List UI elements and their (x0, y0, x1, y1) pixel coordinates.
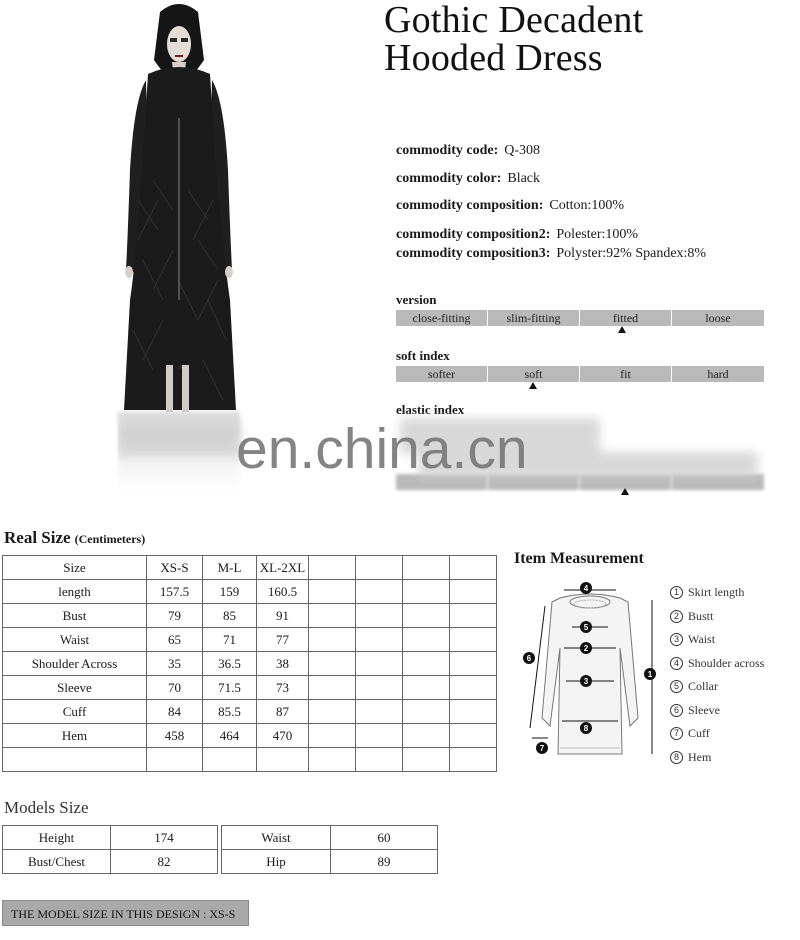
legend-label: Shoulder across (688, 655, 765, 670)
size-cell (403, 556, 450, 580)
size-cell (356, 676, 403, 700)
size-cell (257, 748, 309, 772)
size-cell (309, 628, 356, 652)
size-cell: 470 (257, 724, 309, 748)
size-cell (309, 580, 356, 604)
size-cell: 85 (203, 604, 257, 628)
diagram-marker-number: 6 (526, 654, 532, 663)
size-row (3, 676, 497, 700)
version-option: close-fitting (396, 310, 487, 326)
soft-option: fit (580, 366, 671, 382)
diagram-marker (580, 675, 592, 687)
attr-key: commodity composition2: (396, 227, 551, 242)
attr-key: commodity code: (396, 143, 499, 158)
size-row-label: Hem (3, 724, 147, 748)
size-cell: 84 (147, 700, 203, 724)
size-cell (403, 628, 450, 652)
real-size-unit: (Centimeters) (74, 532, 146, 546)
size-cell (147, 748, 203, 772)
models-cell: 89 (331, 850, 438, 874)
version-option: loose (672, 310, 764, 326)
attr-key: commodity composition: (396, 198, 544, 213)
attr-value: Q-308 (504, 143, 541, 158)
diagram-marker-number: 3 (583, 677, 589, 686)
size-cell (356, 748, 403, 772)
legend-item (670, 585, 744, 600)
elastic-selected-marker (621, 488, 629, 495)
item-measurement-title: Item Measurement (514, 550, 644, 567)
version-selected-marker (618, 326, 626, 333)
soft-index-bar (396, 366, 764, 382)
size-row (3, 604, 497, 628)
legend-number: 2 (670, 610, 683, 623)
legend-item (670, 726, 710, 741)
size-cell (356, 652, 403, 676)
size-cell: XS-S (147, 556, 203, 580)
legend-number: 7 (670, 727, 683, 740)
size-row-label: Bust (3, 604, 147, 628)
size-cell (356, 700, 403, 724)
diagram-marker (580, 621, 592, 633)
size-cell: 87 (257, 700, 309, 724)
size-cell: 70 (147, 676, 203, 700)
size-cell: 35 (147, 652, 203, 676)
model-size-badge: THE MODEL SIZE IN THIS DESIGN : XS-S (2, 900, 249, 926)
models-cell: 82 (111, 850, 218, 874)
legend-label: Sleeve (688, 702, 720, 717)
attr-key: commodity color: (396, 171, 502, 186)
diagram-marker (523, 652, 535, 664)
models-size-title: Models Size (4, 798, 89, 817)
size-cell (450, 556, 497, 580)
attr-commodity-composition2 (396, 227, 638, 243)
size-cell (403, 604, 450, 628)
legend-number: 4 (670, 657, 683, 670)
size-cell (403, 700, 450, 724)
size-cell (403, 652, 450, 676)
real-size-table (2, 555, 497, 772)
size-cell (403, 580, 450, 604)
size-cell: 159 (203, 580, 257, 604)
legend-label: Hem (688, 749, 712, 764)
size-cell: 85.5 (203, 700, 257, 724)
models-row (3, 826, 438, 850)
size-cell: 38 (257, 652, 309, 676)
attr-commodity-composition3 (396, 246, 706, 262)
soft-selected-marker (529, 382, 537, 389)
legend-label: Cuff (688, 726, 710, 740)
size-cell (450, 652, 497, 676)
size-cell: 36.5 (203, 652, 257, 676)
size-cell (403, 676, 450, 700)
attr-value: Polyster:92% Spandex:8% (556, 246, 707, 261)
size-row (3, 724, 497, 748)
size-cell (450, 724, 497, 748)
size-cell (309, 748, 356, 772)
models-cell: 60 (331, 826, 438, 850)
watermark-text: en.china.cn (236, 417, 528, 481)
size-cell: 79 (147, 604, 203, 628)
soft-option: hard (672, 366, 764, 382)
size-cell: 71 (203, 628, 257, 652)
size-cell (309, 604, 356, 628)
size-cell (356, 556, 403, 580)
size-cell (309, 652, 356, 676)
size-cell (356, 604, 403, 628)
size-cell (309, 700, 356, 724)
soft-option-selected: soft (488, 366, 579, 382)
size-cell: 160.5 (257, 580, 309, 604)
size-cell: 65 (147, 628, 203, 652)
diagram-marker-number: 8 (583, 724, 589, 733)
size-cell (403, 724, 450, 748)
version-index-label: version (396, 292, 437, 307)
size-cell: XL-2XL (257, 556, 309, 580)
size-cell (403, 748, 450, 772)
size-row-label: Size (3, 556, 147, 580)
models-cell: Hip (222, 850, 331, 874)
size-cell (309, 556, 356, 580)
size-row-label (3, 748, 147, 772)
models-cell: Waist (222, 826, 331, 850)
size-row-label: Shoulder Across (3, 652, 147, 676)
elastic-index-label: elastic index (396, 402, 465, 417)
size-row (3, 748, 497, 772)
legend-number: 3 (670, 633, 683, 646)
diagram-marker-number: 1 (647, 670, 653, 679)
size-row (3, 580, 497, 604)
diagram-marker (580, 582, 592, 594)
attr-commodity-code (396, 143, 540, 159)
size-cell (450, 700, 497, 724)
legend-item (670, 632, 715, 647)
size-row-label: length (3, 580, 147, 604)
size-cell (356, 724, 403, 748)
size-cell (450, 604, 497, 628)
attr-key: commodity composition3: (396, 246, 551, 261)
legend-number: 1 (670, 586, 683, 599)
size-cell: 73 (257, 676, 309, 700)
size-row (3, 652, 497, 676)
models-size-table (2, 825, 438, 874)
size-cell: 71.5 (203, 676, 257, 700)
legend-number: 6 (670, 704, 683, 717)
size-cell: 157.5 (147, 580, 203, 604)
size-cell (450, 748, 497, 772)
diagram-marker (580, 722, 592, 734)
attr-commodity-composition (396, 198, 624, 214)
real-size-title (4, 528, 145, 548)
legend-label: Collar (688, 679, 718, 693)
product-title-line2: Hooded Dress (384, 37, 603, 79)
version-index-bar (396, 310, 764, 326)
models-cell: 174 (111, 826, 218, 850)
diagram-marker (644, 668, 656, 680)
size-cell (356, 628, 403, 652)
size-cell: 464 (203, 724, 257, 748)
soft-option: softer (396, 366, 487, 382)
size-cell: 91 (257, 604, 309, 628)
models-row (3, 850, 438, 874)
attr-commodity-color (396, 171, 540, 187)
models-cell: Height (3, 826, 111, 850)
models-cell: Bust/Chest (3, 850, 111, 874)
diagram-marker-number: 2 (583, 644, 589, 653)
size-row (3, 700, 497, 724)
size-cell: M-L (203, 556, 257, 580)
size-row-label: Sleeve (3, 676, 147, 700)
legend-label: Skirt length (688, 585, 745, 599)
diagram-marker-number: 7 (539, 744, 545, 753)
version-option: slim-fitting (488, 310, 579, 326)
size-row-label: Cuff (3, 700, 147, 724)
size-cell (450, 628, 497, 652)
attr-value: Black (507, 171, 541, 186)
legend-item (670, 679, 718, 694)
attr-value: Cotton:100% (549, 198, 625, 213)
legend-item (670, 609, 713, 624)
size-row-label: Waist (3, 628, 147, 652)
legend-item (670, 656, 764, 671)
diagram-marker (536, 742, 548, 754)
size-cell: 458 (147, 724, 203, 748)
legend-label: Bustt (688, 608, 714, 623)
diagram-marker-number: 5 (583, 623, 589, 632)
size-row (3, 628, 497, 652)
size-cell (450, 580, 497, 604)
diagram-marker-number: 4 (583, 584, 589, 593)
soft-index-label: soft index (396, 348, 450, 363)
legend-number: 5 (670, 680, 683, 693)
legend-item (670, 750, 711, 765)
garment-measurement-diagram (520, 578, 660, 768)
size-cell (309, 676, 356, 700)
size-cell (356, 580, 403, 604)
real-size-heading: Real Size (4, 528, 71, 547)
size-cell (450, 676, 497, 700)
legend-number: 8 (670, 751, 683, 764)
attr-value: Polester:100% (556, 227, 639, 242)
size-header-row (3, 556, 497, 580)
size-cell (309, 724, 356, 748)
version-option-selected: fitted (580, 310, 671, 326)
product-title-line1: Gothic Decadent (384, 0, 644, 41)
diagram-marker (580, 642, 592, 654)
size-cell (203, 748, 257, 772)
legend-item (670, 703, 720, 718)
legend-label: Waist (688, 632, 716, 646)
size-cell: 77 (257, 628, 309, 652)
